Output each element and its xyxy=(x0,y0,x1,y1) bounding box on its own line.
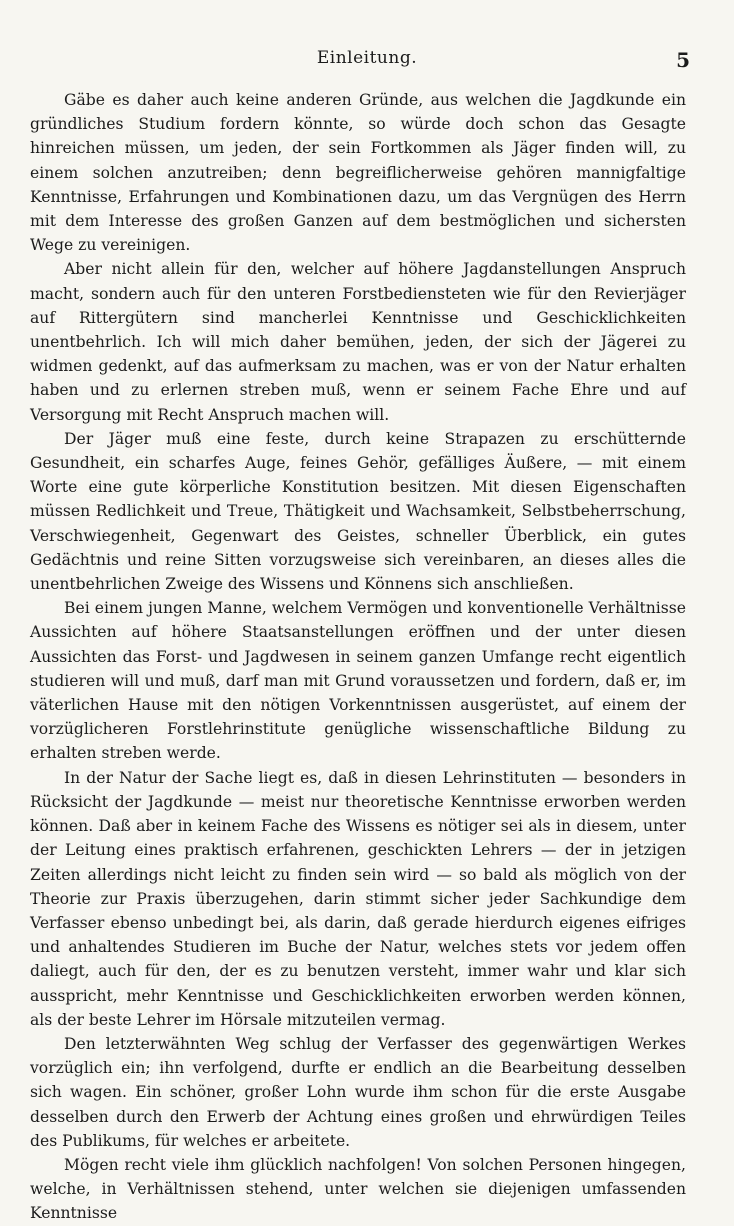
paragraph: Mögen recht viele ihm glücklich nachfolgen! Von solchen Personen hingegen, welche, in Verhältnissen stehend, unter welchen sie diejenigen umfassenden Kenntnisse xyxy=(30,1155,686,1223)
paragraph: Aber nicht allein für den, welcher auf höhere Jagdanstellungen Anspruch macht, sondern auch für den unteren Forstbediensteten wie für den Revierjäger auf Rittergütern sind mancherlei Kenntnisse und Geschicklichkeiten unentbehrlich. Ich will mich daher bemühen, jeden, der sich der Jägerei zu widmen gedenkt, auf das aufmerksam zu machen, was er von der Natur erhalten haben und zu erlernen streben muß, wenn er seinem Fache Ehre und auf Versorgung mit Recht Anspruch machen will. xyxy=(30,260,686,424)
page-number: 5 xyxy=(676,48,690,72)
paragraph: In der Natur der Sache liegt es, daß in diesen Lehrinstituten — besonders in Rücksicht der Jagdkunde — meist nur theoretische Kenntnisse erworben werden können. Daß aber in keinem Fache des Wissens es nötiger sei als in diesem, unter der Leitung eines praktisch erfahrenen, geschickten Lehrers — der in jetzigen Zeiten allerdings nicht leicht zu finden sein wird — so bald als möglich von der Theorie zur Praxis überzugehen, darin stimmt sicher jeder Sachkundige dem Verfasser ebenso unbedingt bei, als darin, daß gerade hierdurch eigenes eifriges und anhaltendes Studieren im Buche der Natur, welches stets vor jedem offen daliegt, auch für den, der es zu benutzen versteht, immer wahr und klar sich ausspricht, mehr Kenntnisse und Geschicklichkeiten erworben werden können, als der beste Lehrer im Hörsale mitzuteilen vermag. xyxy=(30,768,686,1029)
paragraph: Bei einem jungen Manne, welchem Vermögen und konventionelle Verhältnisse Aussichten auf höhere Staatsanstellungen eröffnen und der unter diesen Aussichten das Forst- und Jagdwesen in seinem ganzen Umfange recht eigentlich studieren will und muß, darf man mit Grund voraussetzen und fordern, daß er, im väterlichen Hause mit den nötigen Vorkenntnissen ausgerüstet, auf einem der vorzüglicheren Forstlehrinstitute genügliche wissenschaftliche Bildung zu erhalten streben werde. xyxy=(30,599,686,763)
body-text xyxy=(30,88,686,1226)
page-header xyxy=(0,48,734,78)
paragraph: Gäbe es daher auch keine anderen Gründe, aus welchen die Jagdkunde ein gründliches Studium fordern könnte, so würde doch schon das Gesagte hinreichen müssen, um jeden, der sein Fortkommen als Jäger finden will, zu einem solchen anzutreiben; denn begreiflicherweise gehören mannigfaltige Kenntnisse, Erfahrungen und Kombinationen dazu, um das Vergnügen des Herrn mit dem Interesse des großen Ganzen auf dem bestmöglichen und sichersten Wege zu vereinigen. xyxy=(30,91,686,255)
paragraph: Der Jäger muß eine feste, durch keine Strapazen zu erschütternde Gesundheit, ein scharfes Auge, feines Gehör, gefälliges Äußere, — mit einem Worte eine gute körperliche Konstitution besitzen. Mit diesen Eigenschaften müssen Redlichkeit und Treue, Thätigkeit und Wachsamkeit, Selbstbeherrschung, Verschwiegenheit, Gegenwart des Geistes, schneller Überblick, ein gutes Gedächtnis und reine Sitten vorzugsweise sich vereinbaren, an dieses alles die unentbehrlichen Zweige des Wissens und Könnens sich anschließen. xyxy=(30,429,686,594)
paragraph: Den letzterwähnten Weg schlug der Verfasser des gegenwärtigen Werkes vorzüglich ein; ihn verfolgend, durfte er endlich an die Bearbeitung desselben sich wagen. Ein schöner, großer Lohn wurde ihm schon für die erste Ausgabe desselben durch den Erwerb der Achtung eines großen und ehrwürdigen Teiles des Publikums, für welches er arbeitete. xyxy=(30,1034,686,1150)
running-title: Einleitung. xyxy=(316,48,418,68)
